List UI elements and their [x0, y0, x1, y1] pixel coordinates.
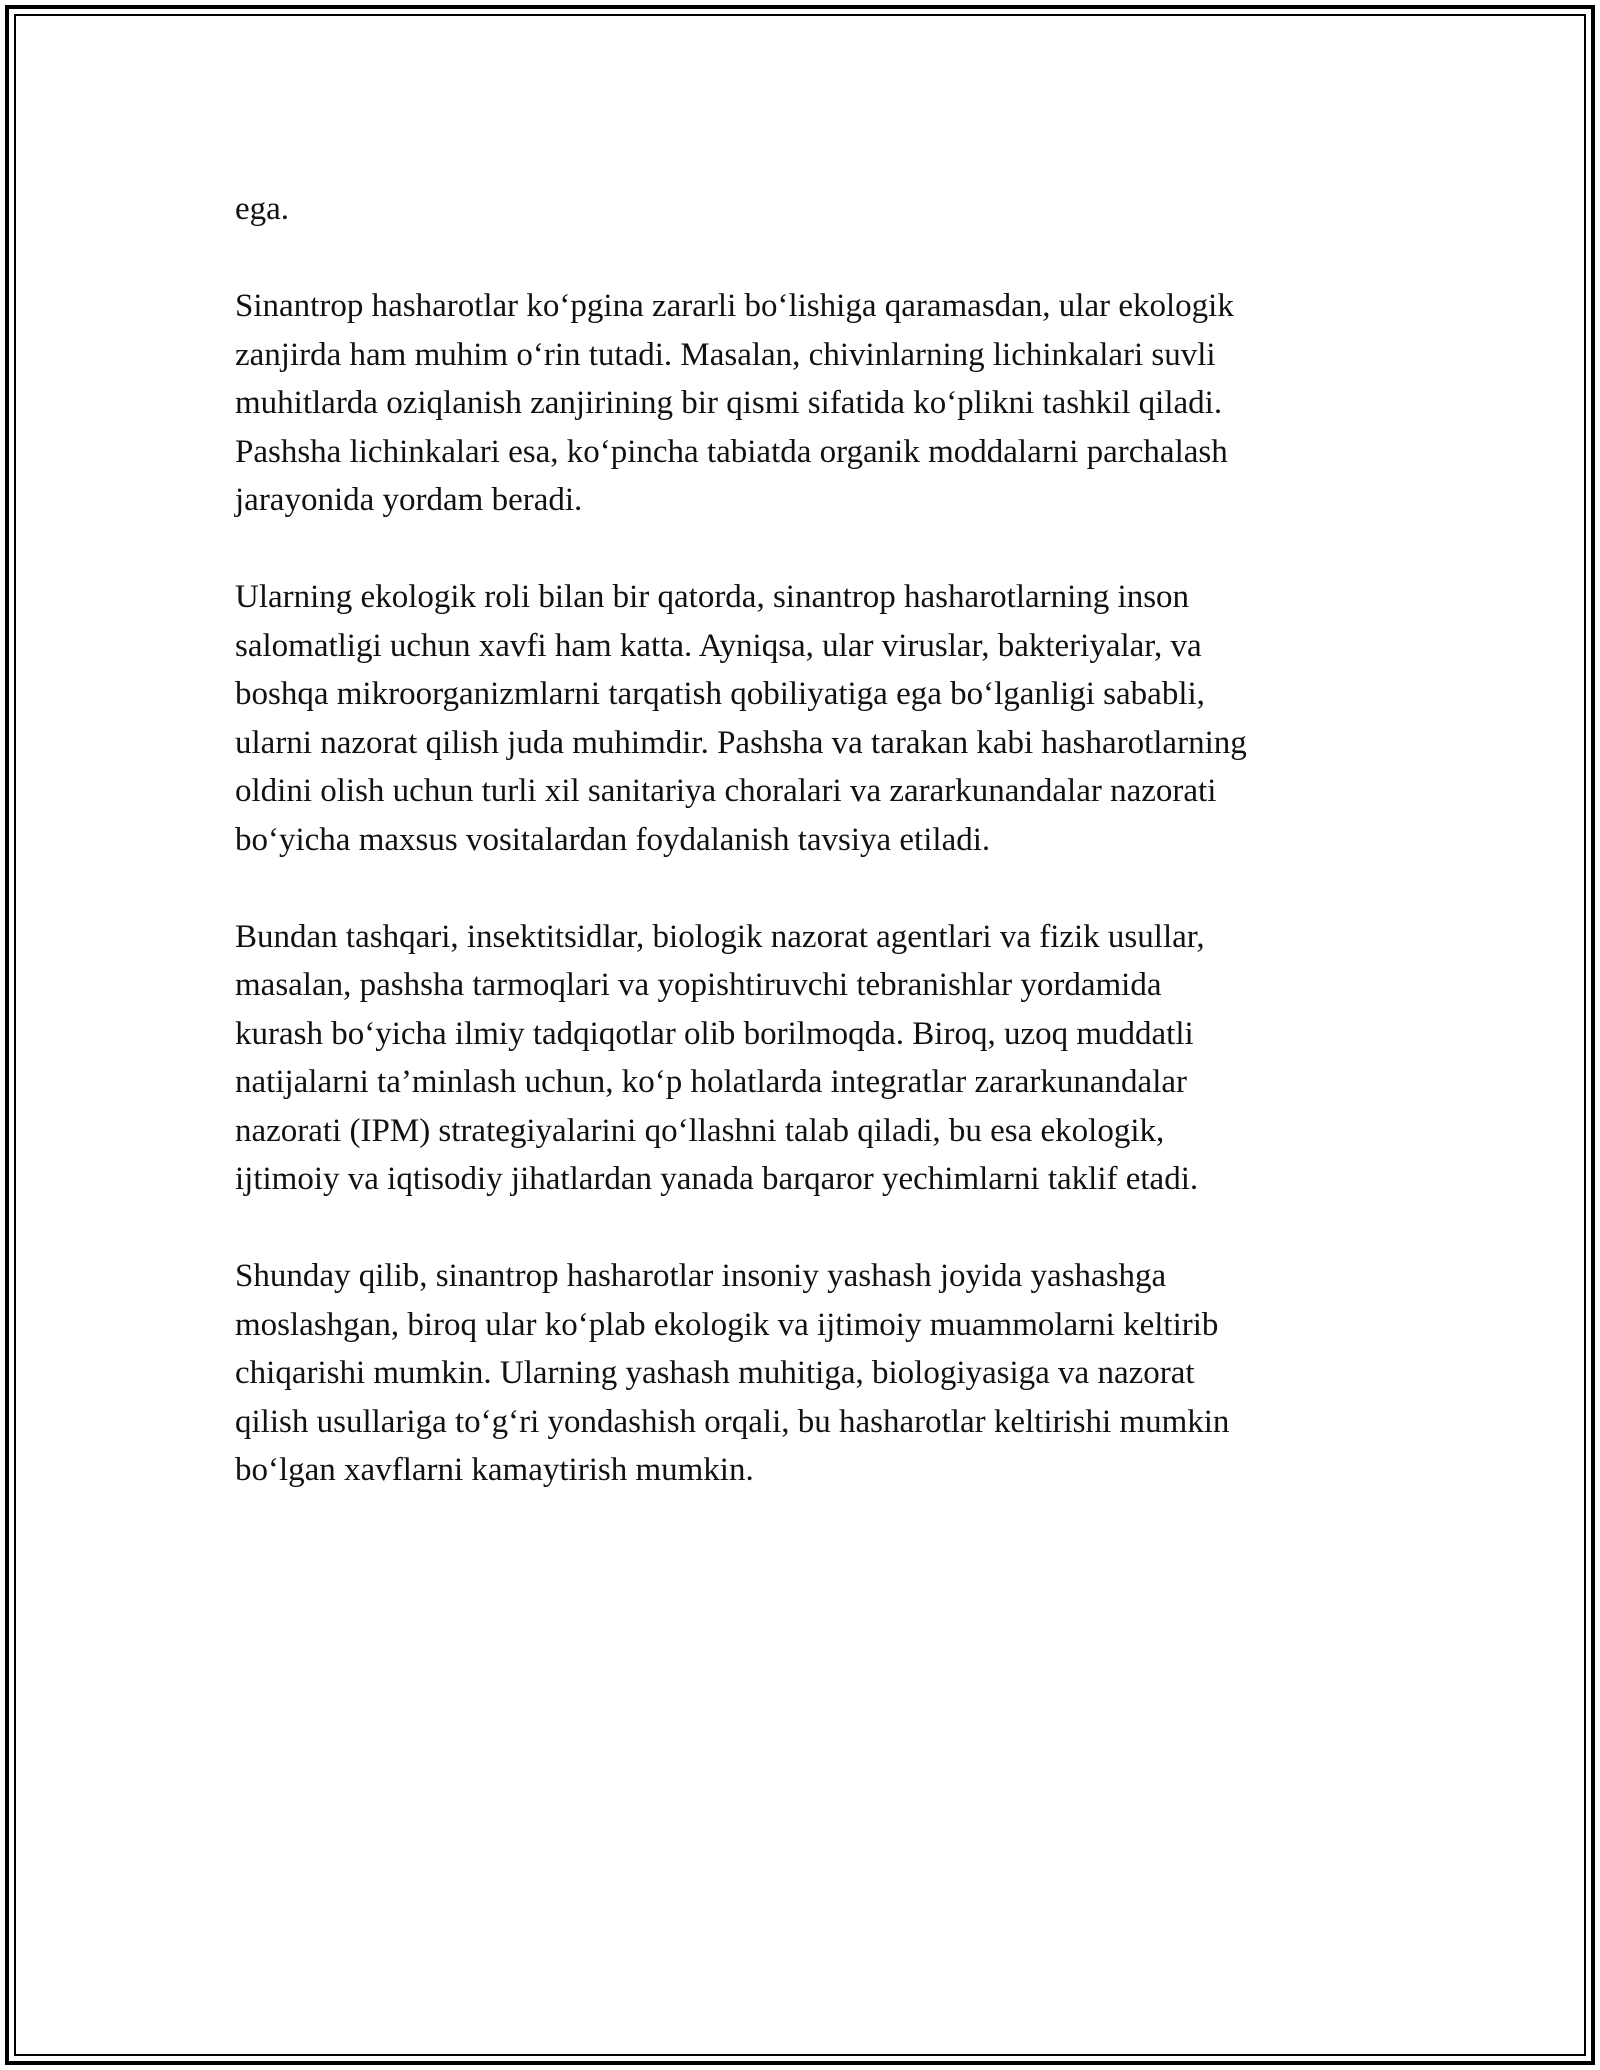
paragraph-5 — [235, 1252, 1385, 1495]
text-line: Pashsha lichinkalari esa, ko‘pincha tabiatda organik moddalarni parchalash — [235, 433, 1228, 470]
text-line: Sinantrop hasharotlar ko‘pgina zararli bo‘lishiga qaramasdan, ular ekologik — [235, 288, 1234, 324]
text-line: Shunday qilib, sinantrop hasharotlar insoniy yashash joyida yashashga — [235, 1258, 1167, 1294]
text-line: bo‘lgan xavflarni kamaytirish mumkin. — [235, 1452, 754, 1488]
document-body — [235, 185, 1385, 1543]
paragraph-1 — [235, 185, 1385, 234]
text-line: salomatligi uchun xavfi ham katta. Ayniqsa, ular viruslar, bakteriyalar, va — [235, 627, 1202, 664]
text-line: chiqarishi mumkin. Ularning yashash muhitiga, biologiyasiga va nazorat — [235, 1355, 1195, 1391]
text-line: masalan, pashsha tarmoqlari va yopishtiruvchi tebranishlar yordamida — [235, 967, 1162, 1003]
text-line: moslashgan, biroq ular ko‘plab ekologik va ijtimoiy muammolarni keltirib — [235, 1306, 1219, 1343]
text-line: bo‘yicha maxsus vositalardan foydalanish tavsiya etiladi. — [235, 821, 991, 858]
text-line: boshqa mikroorganizmlarni tarqatish qobiliyatiga ega bo‘lganligi sababli, — [235, 676, 1205, 712]
paragraph-2 — [235, 282, 1385, 525]
paragraph-4 — [235, 913, 1385, 1204]
text-line: natijalarni ta’minlash uchun, ko‘p holatlarda integratlar zararkunandalar — [235, 1064, 1188, 1100]
paragraph-3 — [235, 573, 1385, 864]
text-line: ularni nazorat qilish juda muhimdir. Pashsha va tarakan kabi hasharotlarning — [235, 724, 1247, 761]
text-line: muhitlarda oziqlanish zanjirining bir qismi sifatida ko‘plikni tashkil qiladi. — [235, 385, 1223, 421]
text-line: Ularning ekologik roli bilan bir qatorda, sinantrop hasharotlarning inson — [235, 579, 1190, 615]
text-line: ijtimoiy va iqtisodiy jihatlardan yanada barqaror yechimlarni taklif etadi. — [235, 1161, 1199, 1197]
text-line: jarayonida yordam beradi. — [235, 482, 583, 518]
text-line: Bundan tashqari, insektitsidlar, biologik nazorat agentlari va fizik usullar, — [235, 918, 1205, 955]
text-line: zanjirda ham muhim o‘rin tutadi. Masalan, chivinlarning lichinkalari suvli — [235, 336, 1216, 373]
text-line: qilish usullariga to‘g‘ri yondashish orqali, bu hasharotlar keltirishi mumkin — [235, 1403, 1230, 1440]
document-page — [5, 5, 1595, 2065]
text-line: oldini olish uchun turli xil sanitariya choralari va zararkunandalar nazorati — [235, 773, 1217, 809]
text-line: kurash bo‘yicha ilmiy tadqiqotlar olib borilmoqda. Biroq, uzoq muddatli — [235, 1015, 1194, 1052]
text-line: nazorati (IPM) strategiyalarini qo‘llashni talab qiladi, bu esa ekologik, — [235, 1112, 1165, 1149]
text-line: ega. — [235, 191, 290, 227]
